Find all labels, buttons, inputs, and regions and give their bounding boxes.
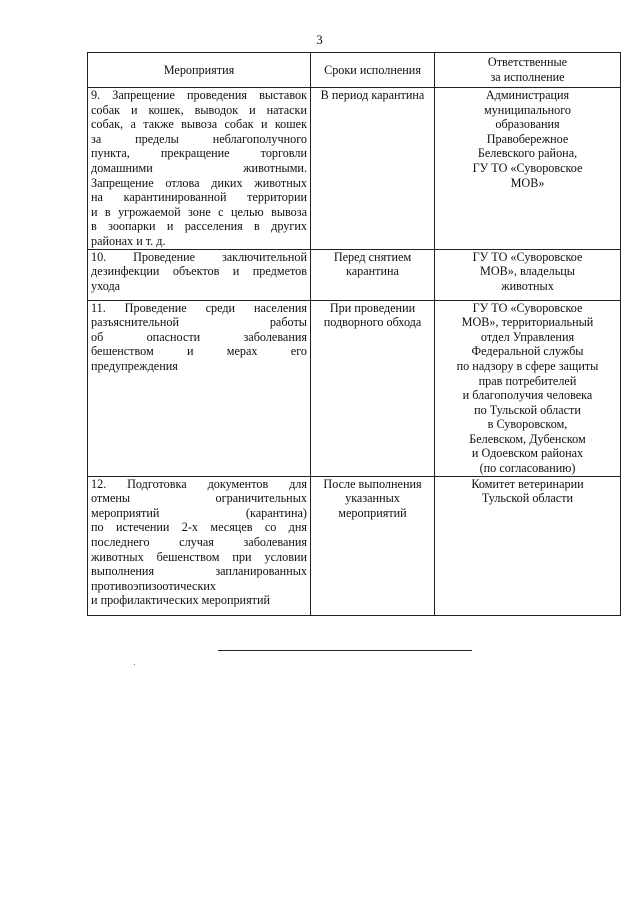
responsible-line: отдел Управления [480,329,575,344]
event-line: Запрещение отлова диких животных [91,175,307,190]
deadline-line: карантина [346,264,399,279]
event-line: 12. Подготовка документов для [91,476,307,491]
event-line: последнего случая заболевания [91,535,307,550]
event-line: 11. Проведение среди населения [91,300,307,315]
responsible-line: Федеральной службы [471,344,584,359]
responsible-line: (по согласованию) [479,461,576,476]
header-responsible-line: за исполнение [490,70,565,84]
responsible-line: образования [495,117,560,132]
responsible-line: ГУ ТО «Суворовское [472,249,583,264]
separator-line [218,650,472,651]
deadline-cell [311,249,435,300]
event-line: об опасности заболевания [91,329,307,344]
table-header-row [88,53,621,88]
event-line: за пределы неблагополучного [91,131,307,146]
header-responsible [435,53,621,88]
responsible-line: МОВ», владельцы [479,264,575,279]
responsible-line: по Тульской области [474,402,581,417]
event-line: дезинфекции объектов и предметов [91,264,307,279]
event-cell [88,476,311,615]
deadline-line: подворного обхода [323,315,422,330]
header-events: Мероприятия [88,53,311,88]
deadline-line: При проведении [329,300,416,315]
responsible-line: и Одоевском районах [471,446,584,461]
responsible-line: ГУ ТО «Суворовское [472,160,583,175]
table-row [88,88,621,250]
table-row [88,300,621,476]
event-line: пункта, прекращение торговли [91,146,307,161]
responsible-line: и благополучия человека [462,388,593,403]
responsible-line: ГУ ТО «Суворовское [472,300,583,315]
responsible-line: Администрация [485,88,570,102]
deadline-cell [311,476,435,615]
event-line: 9. Запрещение проведения выставок [91,88,307,102]
event-line: предупреждения [91,358,178,373]
event-line: отмены ограничительных [91,491,307,506]
deadline-line: Перед снятием [333,249,412,264]
event-line: собак, а также вывоза собак и кошек [91,117,307,132]
responsible-line: Белевском, Дубенском [469,431,586,446]
responsible-line: Правобережное [486,131,569,146]
event-line: разъяснительной работы [91,315,307,330]
responsible-cell [435,476,621,615]
responsible-line: по надзору в сфере защиты [456,358,599,373]
event-cell [88,88,311,250]
responsible-line: Тульской области [481,491,574,506]
responsible-line: прав потребителей [478,373,577,388]
table-row [88,249,621,300]
event-line: 10. Проведение заключительной [91,249,307,264]
event-line: на карантинированной территории [91,190,307,205]
deadline-cell [311,300,435,476]
event-line: по истечении 2-х месяцев со дня [91,520,307,535]
responsible-cell [435,88,621,250]
responsible-line: муниципального [484,102,571,117]
event-line: в зоопарки и расселения в других [91,219,307,234]
event-cell [88,300,311,476]
header-responsible-line: Ответственные [487,55,568,70]
event-line: и в угрожаемой зоне с целью вывоза [91,204,307,219]
event-line: противоэпизоотических [91,578,216,593]
event-line: бешенством и мерах его [91,344,307,359]
responsible-line: МОВ» [510,175,545,190]
event-line: ухода [91,278,121,293]
deadline-line: После выполнения [323,476,422,491]
responsible-cell [435,249,621,300]
stray-mark [134,664,135,665]
events-table [87,52,621,616]
responsible-cell [435,300,621,476]
event-line: районах и т. д. [91,233,166,248]
responsible-line: животных [501,278,554,293]
table-row [88,476,621,615]
deadline-line: мероприятий [338,505,407,520]
responsible-line: Белевского района, [477,146,578,161]
event-line: собак и кошек, выводок и натаски [91,102,307,117]
event-line: выполнения запланированных [91,564,307,579]
event-line: домашними животными. [91,160,307,175]
event-cell [88,249,311,300]
responsible-line: в Суворовском, [487,417,568,432]
responsible-line: МОВ», территориальный [461,315,594,330]
event-line: мероприятий (карантина) [91,505,307,520]
deadline-line: В период карантина [320,88,425,102]
header-deadlines: Сроки исполнения [311,53,435,88]
deadline-cell [311,88,435,250]
event-line: и профилактических мероприятий [91,593,271,608]
deadline-line: указанных [345,491,400,506]
page-number: 3 [316,32,323,47]
event-line: животных бешенством при условии [91,549,307,564]
responsible-line: Комитет ветеринарии [471,476,584,491]
